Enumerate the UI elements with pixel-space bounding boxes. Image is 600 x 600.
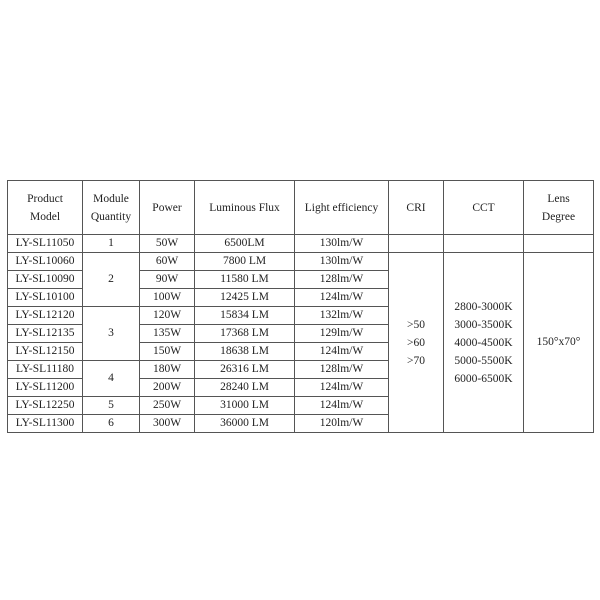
cell-efficiency: 124lm/W bbox=[295, 397, 389, 415]
cell-efficiency: 129lm/W bbox=[295, 325, 389, 343]
table-row bbox=[8, 235, 594, 253]
cell-model: LY-SL11050 bbox=[8, 235, 83, 253]
header-light-efficiency: Light efficiency bbox=[295, 181, 389, 235]
cell-model: LY-SL12150 bbox=[8, 343, 83, 361]
cell-lens-empty bbox=[524, 235, 594, 253]
header-cct: CCT bbox=[444, 181, 524, 235]
header-lens-degree: Lens Degree bbox=[524, 181, 594, 235]
table-row bbox=[8, 253, 594, 271]
cell-flux: 7800 LM bbox=[195, 253, 295, 271]
cell-efficiency: 120lm/W bbox=[295, 415, 389, 433]
cell-power: 150W bbox=[140, 343, 195, 361]
cell-module-quantity: 6 bbox=[83, 415, 140, 433]
cell-module-quantity: 5 bbox=[83, 397, 140, 415]
cell-cri: >50 >60 >70 bbox=[389, 253, 444, 433]
cell-lens-degree: 150°x70° bbox=[524, 253, 594, 433]
cell-power: 250W bbox=[140, 397, 195, 415]
cell-model: LY-SL12120 bbox=[8, 307, 83, 325]
header-luminous-flux: Luminous Flux bbox=[195, 181, 295, 235]
cell-cct-empty bbox=[444, 235, 524, 253]
cell-power: 300W bbox=[140, 415, 195, 433]
cell-flux: 18638 LM bbox=[195, 343, 295, 361]
cell-power: 50W bbox=[140, 235, 195, 253]
cell-power: 100W bbox=[140, 289, 195, 307]
cell-flux: 11580 LM bbox=[195, 271, 295, 289]
cell-flux: 6500LM bbox=[195, 235, 295, 253]
cell-efficiency: 130lm/W bbox=[295, 253, 389, 271]
cell-flux: 15834 LM bbox=[195, 307, 295, 325]
cell-efficiency: 124lm/W bbox=[295, 289, 389, 307]
spec-table bbox=[7, 180, 594, 433]
cell-flux: 36000 LM bbox=[195, 415, 295, 433]
cell-module-quantity: 4 bbox=[83, 361, 140, 397]
header-cri: CRI bbox=[389, 181, 444, 235]
cell-model: LY-SL10100 bbox=[8, 289, 83, 307]
cell-model: LY-SL11180 bbox=[8, 361, 83, 379]
header-module-quantity: Module Quantity bbox=[83, 181, 140, 235]
cell-power: 180W bbox=[140, 361, 195, 379]
cell-cri-empty bbox=[389, 235, 444, 253]
cell-power: 60W bbox=[140, 253, 195, 271]
cell-model: LY-SL12250 bbox=[8, 397, 83, 415]
cell-model: LY-SL10060 bbox=[8, 253, 83, 271]
cell-efficiency: 124lm/W bbox=[295, 343, 389, 361]
header-row bbox=[8, 181, 594, 235]
cell-flux: 17368 LM bbox=[195, 325, 295, 343]
cell-power: 200W bbox=[140, 379, 195, 397]
cell-model: LY-SL11200 bbox=[8, 379, 83, 397]
cell-power: 90W bbox=[140, 271, 195, 289]
header-power: Power bbox=[140, 181, 195, 235]
cell-efficiency: 124lm/W bbox=[295, 379, 389, 397]
cell-model: LY-SL12135 bbox=[8, 325, 83, 343]
cell-power: 135W bbox=[140, 325, 195, 343]
cell-model: LY-SL10090 bbox=[8, 271, 83, 289]
header-product-model: Product Model bbox=[8, 181, 83, 235]
cell-efficiency: 130lm/W bbox=[295, 235, 389, 253]
cell-cct: 2800-3000K 3000-3500K 4000-4500K 5000-5500K 6000-6500K bbox=[444, 253, 524, 433]
cell-module-quantity: 2 bbox=[83, 253, 140, 307]
cell-flux: 31000 LM bbox=[195, 397, 295, 415]
cell-module-quantity: 1 bbox=[83, 235, 140, 253]
cell-flux: 28240 LM bbox=[195, 379, 295, 397]
cell-efficiency: 128lm/W bbox=[295, 271, 389, 289]
cell-efficiency: 128lm/W bbox=[295, 361, 389, 379]
cell-efficiency: 132lm/W bbox=[295, 307, 389, 325]
cell-module-quantity: 3 bbox=[83, 307, 140, 361]
cell-flux: 12425 LM bbox=[195, 289, 295, 307]
cell-model: LY-SL11300 bbox=[8, 415, 83, 433]
cell-flux: 26316 LM bbox=[195, 361, 295, 379]
cell-power: 120W bbox=[140, 307, 195, 325]
